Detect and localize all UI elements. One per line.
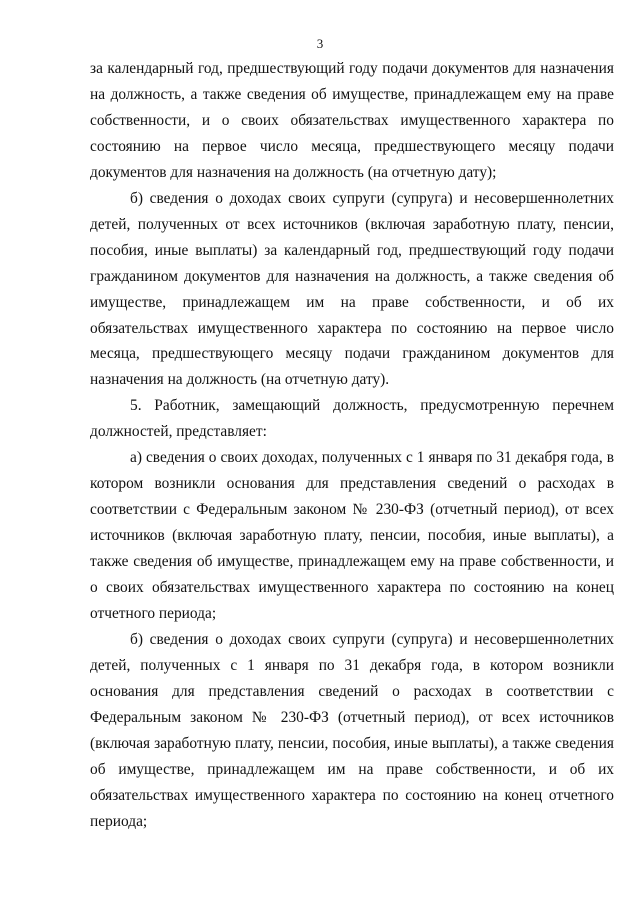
paragraph-item-b-first: б) сведения о доходах своих супруги (супруга) и несовершеннолетних детей, полученных от всех источников (включая заработную плату, пенсии, пособия, иные выплаты) за календарный год, предшествующий году подачи гражданином документов для назначения на должность, а также сведения об имуществе, принадлежащем им на праве собственности, и об их обязательствах имущественного характера по состоянию на первое число месяца, предшествующего месяцу подачи гражданином документов для назначения на должность (на отчетную дату). — [90, 189, 614, 389]
paragraph-item-b-second: б) сведения о доходах своих супруги (супруга) и несовершеннолетних детей, полученных с 1 января по 31 декабря года, в котором возникли основания для представления сведений о расходах в соответствии с Федеральным законом № 230-ФЗ (отчетный период), от всех источников (включая заработную плату, пенсии, пособия, иные выплаты), а также сведения об имуществе, принадлежащем им на праве собственности, и об их обязательствах имущественного характера по состоянию на конец отчетного периода; — [90, 630, 614, 830]
page-number: 3 — [316, 36, 324, 51]
document-body — [90, 56, 614, 835]
paragraph-clause-5: 5. Работник, замещающий должность, предусмотренную перечнем должностей, представляет: — [90, 397, 614, 441]
paragraph-item-a: а) сведения о своих доходах, полученных с 1 января по 31 декабря года, в котором возникли основания для представления сведений о расходах в соответствии с Федеральным законом № 230-ФЗ (отчетный период), от всех источников (включая заработную плату, пенсии, пособия, иные выплаты), а также сведения об имуществе, принадлежащем ему на праве собственности, и о своих обязательствах имущественного характера по состоянию на конец отчетного периода; — [90, 449, 614, 623]
paragraph-continuation: за календарный год, предшествующий году подачи документов для назначения на должность, а также сведения об имуществе, принадлежащем ему на праве собственности, и о своих обязательствах имущественного характера по состоянию на первое число месяца, предшествующего месяцу подачи документов для назначения на должность (на отчетную дату); — [90, 60, 614, 181]
